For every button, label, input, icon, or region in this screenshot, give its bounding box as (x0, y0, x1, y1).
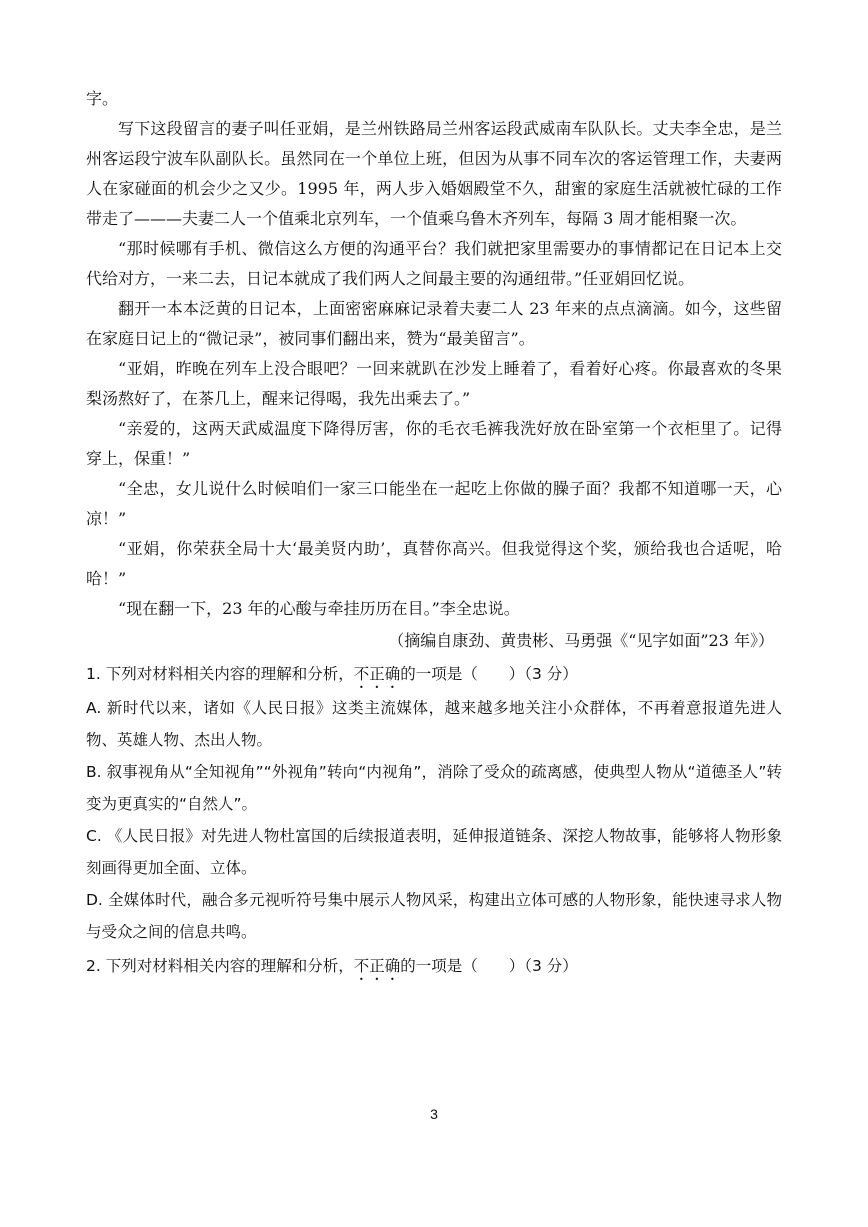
question-1-emphasis: 不正确 (353, 665, 401, 683)
article-paragraph-3: “那时候哪有手机、微信这么方便的沟通平台？我们就把家里需要办的事情都记在日记本上交代给对方，一来二去，日记本就成了我们两人之间最主要的沟通纽带。”任亚娟回忆说。 (86, 239, 782, 288)
question-1 (86, 658, 782, 948)
article-paragraph-1: 字。 (86, 89, 119, 108)
article-paragraph-5: “亚娟，昨晚在列车上没合眼吧？一回来就趴在沙发上睡着了，看着好心疼。你最喜欢的冬果梨汤熬好了，在茶几上，醒来记得喝，我先出乘去了。” (86, 359, 782, 408)
question-2-stem (86, 950, 782, 984)
question-1-option-c: C. 《人民日报》对先进人物杜富国的后续报道表明，延伸报道链条、深挖人物故事，能够将人物形象刻画得更加全面、立体。 (86, 827, 782, 877)
article-paragraph-6: “亲爱的，这两天武威温度下降得厉害，你的毛衣毛裤我洗好放在卧室第一个衣柜里了。记得穿上，保重！” (86, 419, 782, 468)
article-paragraph-4: 翻开一本本泛黄的日记本，上面密密麻麻记录着夫妻二人 23 年来的点点滴滴。如今，这些留在家庭日记上的“微记录”，被同事们翻出来，赞为“最美留言”。 (86, 299, 782, 348)
question-2-stem-before: 2. 下列对材料相关内容的理解和分析， (86, 957, 354, 975)
question-1-option-d: D. 全媒体时代，融合多元视听符号集中展示人物风采，构建出立体可感的人物形象，能快速寻求人物与受众之间的信息共鸣。 (86, 891, 782, 941)
article-paragraph-8: “亚娟，你荣获全局十大‘最美贤内助’，真替你高兴。但我觉得这个奖，颁给我也合适呢，哈哈！” (86, 539, 782, 588)
article-source: （摘编自康劲、黄贵彬、马勇强《“见字如面”23 年》） (388, 631, 774, 650)
question-1-option-b: B. 叙事视角从“全知视角”“外视角”转向“内视角”，消除了受众的疏离感，使典型人物从“道德圣人”转变为更真实的“自然人”。 (86, 763, 782, 813)
question-1-stem-after: 的一项是（ ）（3 分） (400, 665, 578, 683)
article-paragraph-7: “全忠，女儿说什么时候咱们一家三口能坐在一起吃上你做的臊子面？我都不知道哪一天，心凉！” (86, 479, 782, 528)
article-paragraph-2: 写下这段留言的妻子叫任亚娟，是兰州铁路局兰州客运段武威南车队队长。丈夫李全忠，是兰州客运段宁波车队副队长。虽然同在一个单位上班，但因为从事不同车次的客运管理工作，夫妻两人在家碰面的机会少之又少。1995 年，两人步入婚姻殿堂不久，甜蜜的家庭生活就被忙碌的工作带走了———夫妻二人一个值乘北京列车，一个值乘乌鲁木齐列车，每隔 3 周才能相聚一次。 (86, 119, 782, 228)
page-number: 3 (430, 1106, 438, 1122)
question-1-option-a: A. 新时代以来，诸如《人民日报》这类主流媒体，越来越多地关注小众群体，不再着意报道先进人物、英雄人物、杰出人物。 (86, 699, 782, 749)
question-2 (86, 950, 782, 984)
question-1-stem (86, 658, 782, 692)
question-2-emphasis: 不正确 (353, 957, 401, 975)
article-paragraph-9: “现在翻一下，23 年的心酸与牵挂历历在目。”李全忠说。 (118, 599, 520, 618)
article-body (86, 84, 782, 656)
question-2-stem-after: 的一项是（ ）（3 分） (400, 957, 578, 975)
question-1-stem-before: 1. 下列对材料相关内容的理解和分析， (86, 665, 354, 683)
